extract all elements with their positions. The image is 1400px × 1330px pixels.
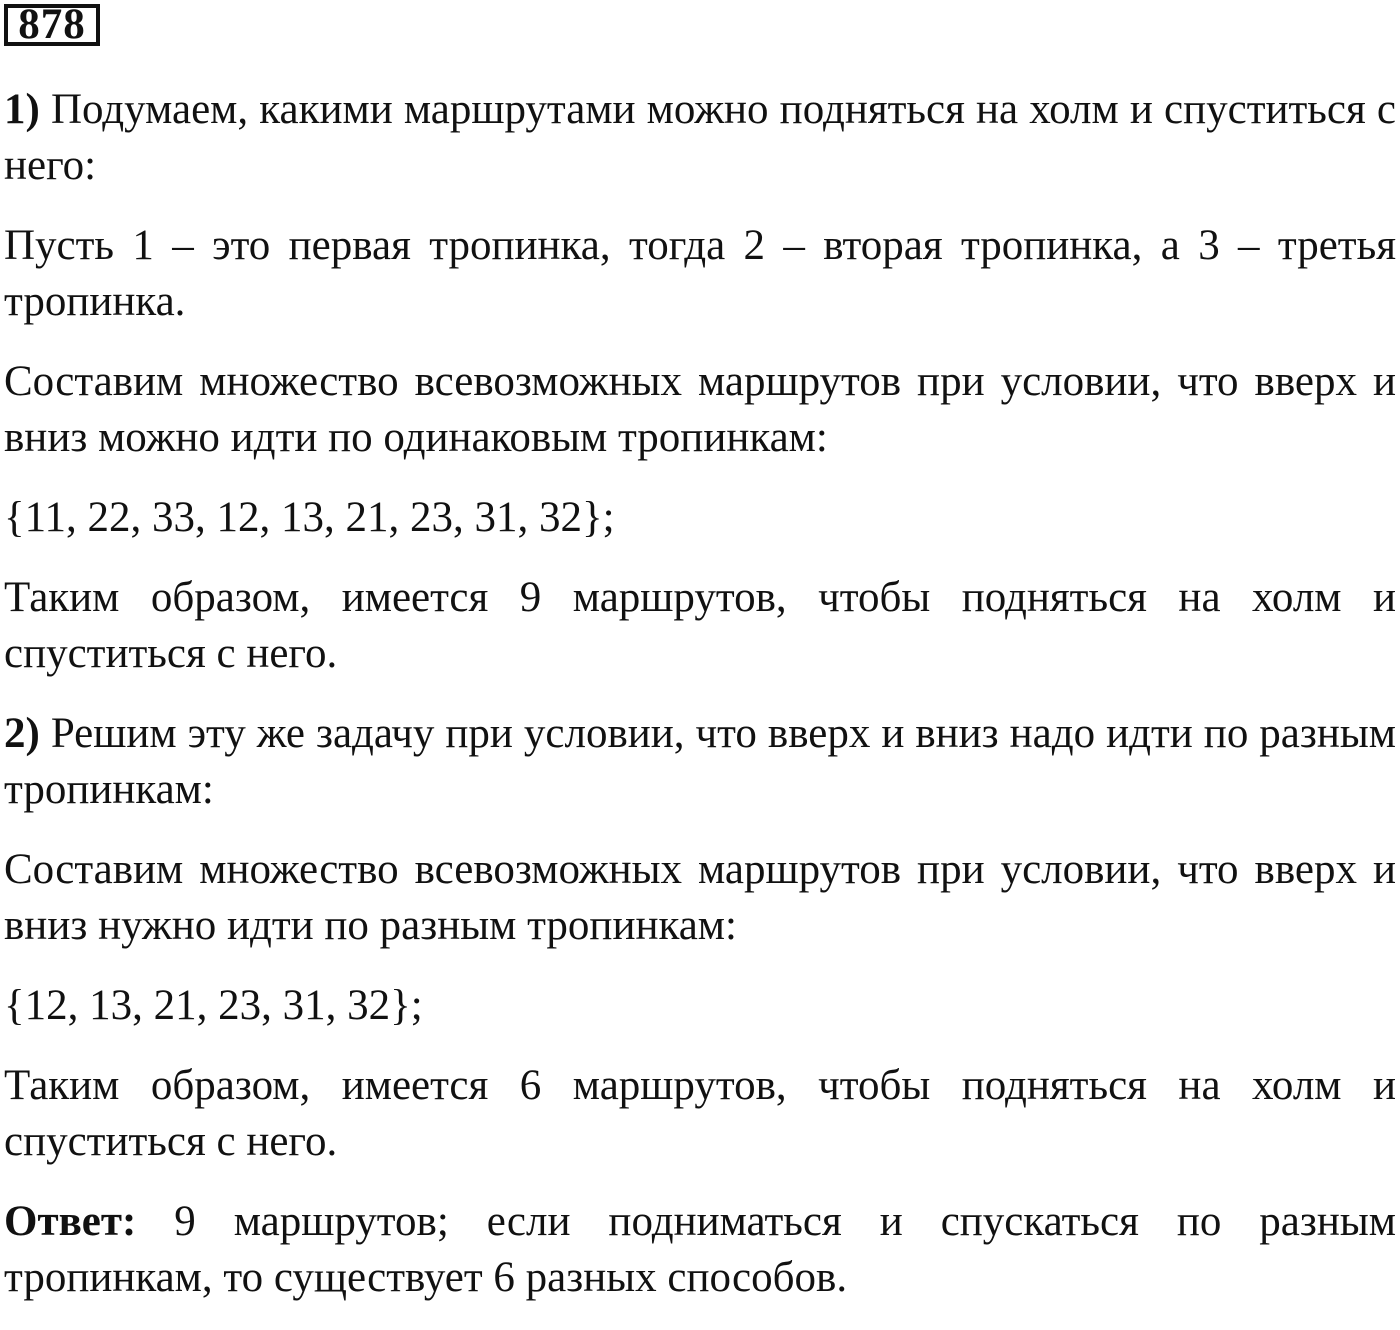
part1-intro-text: Подумаем, какими маршрутами можно подняться на холм и спуститься с него: (4, 86, 1396, 189)
set-same-paths-text: {11, 22, 33, 12, 13, 21, 23, 31, 32}; (4, 494, 615, 541)
solution-page (4, 1, 1396, 1302)
paragraph-set-same-paths (4, 490, 1396, 546)
answer-label: Ответ: (4, 1198, 137, 1245)
paragraph-answer (4, 1194, 1396, 1306)
paragraph-set-different-paths-intro (4, 842, 1396, 954)
paragraph-conclusion-6 (4, 1058, 1396, 1170)
part2-label: 2) (4, 710, 40, 757)
paragraph-conclusion-9 (4, 570, 1396, 682)
conclusion-6-text: Таким образом, имеется 6 маршрутов, чтобы подняться на холм и спуститься с него. (4, 1062, 1396, 1165)
answer-text: 9 маршрутов; если подниматься и спускаться по разным тропинкам, то существует 6 разных способов. (4, 1198, 1396, 1301)
solution-body (4, 82, 1396, 1330)
set-different-paths-intro-text: Составим множество всевозможных маршрутов при условии, что вверх и вниз нужно идти по разным тропинкам: (4, 846, 1396, 949)
path-definition-text: Пусть 1 – это первая тропинка, тогда 2 – вторая тропинка, а 3 – третья тропинка. (4, 222, 1396, 325)
paragraph-set-different-paths (4, 978, 1396, 1034)
paragraph-part1-intro (4, 82, 1396, 194)
set-different-paths-text: {12, 13, 21, 23, 31, 32}; (4, 982, 423, 1029)
conclusion-9-text: Таким образом, имеется 9 маршрутов, чтобы подняться на холм и спуститься с него. (4, 574, 1396, 677)
paragraph-set-same-paths-intro (4, 354, 1396, 466)
paragraph-path-definition (4, 218, 1396, 330)
paragraph-part2-intro (4, 706, 1396, 818)
part1-label: 1) (4, 86, 40, 133)
part2-intro-text: Решим эту же задачу при условии, что вверх и вниз надо идти по разным тропинкам: (4, 710, 1396, 813)
set-same-paths-intro-text: Составим множество всевозможных маршрутов при условии, что вверх и вниз можно идти по одинаковым тропинкам: (4, 358, 1396, 461)
problem-number-box: 878 (4, 4, 100, 46)
